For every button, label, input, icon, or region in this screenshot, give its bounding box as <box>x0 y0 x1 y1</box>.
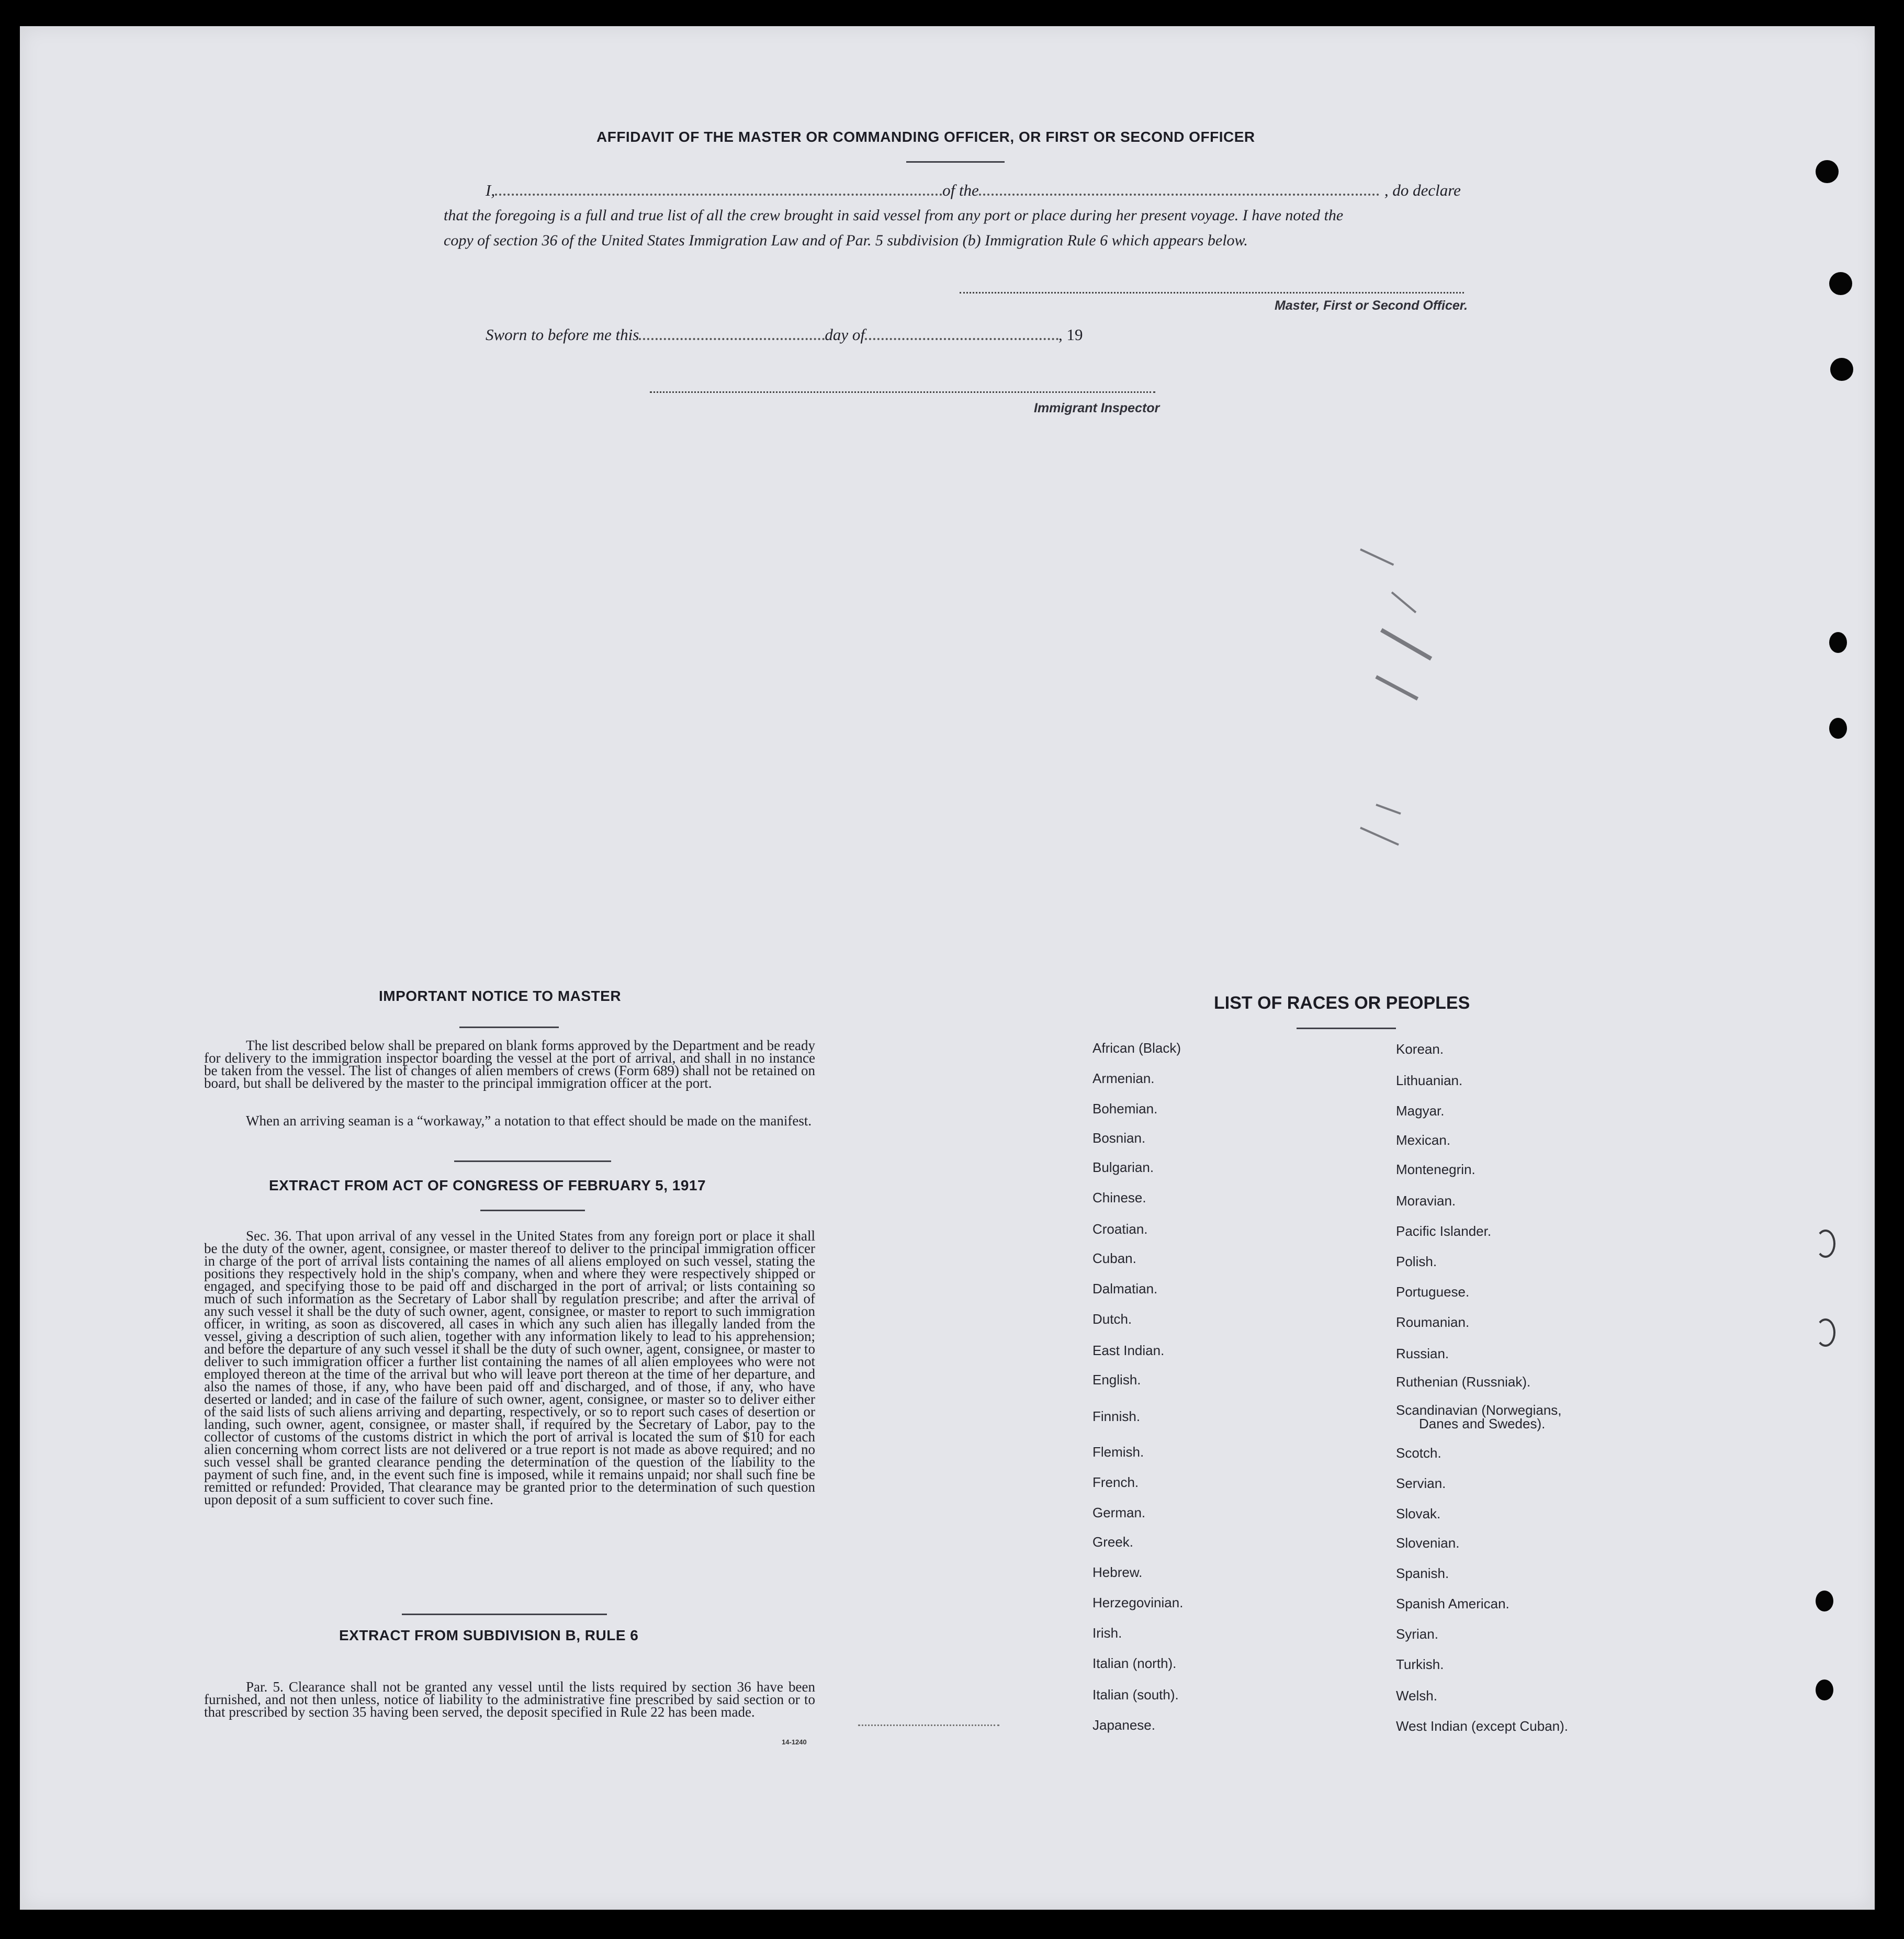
race-item: Croatian. <box>1092 1221 1148 1237</box>
race-item-continuation: Danes and Swedes). <box>1419 1416 1546 1431</box>
race-item: Scotch. <box>1396 1445 1441 1461</box>
inspector-signature-line[interactable] <box>650 391 1155 393</box>
sworn-label: Sworn to before me this <box>486 325 639 344</box>
dotted-leader <box>858 1724 999 1726</box>
race-item: Italian (south). <box>1092 1687 1179 1703</box>
race-item: Chinese. <box>1092 1190 1146 1205</box>
race-item: Spanish. <box>1396 1565 1449 1581</box>
binder-hole-9 <box>1816 1679 1833 1700</box>
race-item: Italian (north). <box>1092 1655 1177 1671</box>
race-item: Greek. <box>1092 1534 1134 1550</box>
affidavit-i-label: I, <box>486 181 495 199</box>
master-signature-line[interactable] <box>960 292 1464 294</box>
race-item: Russian. <box>1396 1346 1449 1361</box>
race-item: Ruthenian (Russniak). <box>1396 1374 1531 1390</box>
inspector-caption: Immigrant Inspector <box>1034 401 1160 415</box>
extract2-top-rule <box>402 1614 607 1615</box>
sworn-day-field[interactable] <box>639 338 825 340</box>
extract1-top-rule <box>454 1160 611 1162</box>
sworn-year-label: , 19 <box>1058 325 1083 344</box>
race-item: African (Black) <box>1092 1040 1181 1056</box>
vessel-name-field[interactable] <box>979 194 1379 196</box>
race-item: East Indian. <box>1092 1343 1165 1358</box>
affidavit-title: AFFIDAVIT OF THE MASTER OR COMMANDING OFFICER, OR FIRST OR SECOND OFFICER <box>596 129 1255 145</box>
race-item: Scandinavian (Norwegians, <box>1396 1402 1562 1418</box>
binder-hole-4 <box>1829 632 1847 653</box>
race-item: Armenian. <box>1092 1070 1155 1086</box>
race-item: Lithuanian. <box>1396 1073 1463 1088</box>
race-item: Dalmatian. <box>1092 1281 1158 1297</box>
binder-hole-1 <box>1816 160 1839 183</box>
affidavit-line-3: copy of section 36 of the United States Immigration Law and of Par. 5 subdivision (b) Immigration Rule 6 which appears below. <box>444 232 1248 249</box>
affidavit-title-rule <box>906 161 1005 163</box>
race-item: Flemish. <box>1092 1444 1144 1460</box>
race-item: Bohemian. <box>1092 1101 1158 1117</box>
notice-paragraph-2: When an arriving seaman is a “workaway,” a notation to that effect should be made on the manifest. <box>246 1113 812 1129</box>
extract1-title: EXTRACT FROM ACT OF CONGRESS OF FEBRUARY 5, 1917 <box>269 1177 706 1193</box>
affidavit-declare-label: , do declare <box>1384 181 1461 199</box>
extract2-title: EXTRACT FROM SUBDIVISION B, RULE 6 <box>339 1627 639 1643</box>
document-page <box>20 26 1875 1910</box>
race-item: Montenegrin. <box>1396 1162 1475 1177</box>
race-item: Japanese. <box>1092 1717 1155 1733</box>
master-signature-caption: Master, First or Second Officer. <box>1275 298 1468 313</box>
race-item: French. <box>1092 1474 1139 1490</box>
notice-paragraph-1: The list described below shall be prepared on blank forms approved by the Department and be ready for delivery to the immigration inspector boarding the vessel at the port of arrival, and shall in no instance be taken from the vessel. The list of changes of alien members of crews (Form 689) shall not be retained on board, but shall be delivered by the master to the principal immigration officer at the port. <box>204 1038 815 1091</box>
binder-hole-3 <box>1830 358 1853 381</box>
sworn-day-of-label: day of <box>825 325 865 344</box>
race-item: Slovak. <box>1396 1506 1441 1521</box>
race-item: Moravian. <box>1396 1193 1456 1209</box>
sworn-line <box>486 322 1166 347</box>
form-number: 14-1240 <box>782 1738 807 1746</box>
race-item: English. <box>1092 1372 1141 1388</box>
race-item: Servian. <box>1396 1475 1446 1491</box>
race-item: Welsh. <box>1396 1688 1437 1704</box>
binder-hole-2 <box>1829 272 1852 295</box>
race-item: Korean. <box>1396 1041 1444 1057</box>
race-item: Syrian. <box>1396 1626 1438 1642</box>
race-item: Irish. <box>1092 1625 1122 1641</box>
race-item: Bosnian. <box>1092 1130 1146 1146</box>
race-item: Dutch. <box>1092 1311 1132 1327</box>
extract2-body: Par. 5. Clearance shall not be granted any vessel until the lists required by section 36 have been furnished, and not then unless, notice of liability to the administrative fine prescribed by said section or to that prescribed by section 35 having been served, the deposit specified in Rule 22 has been made. <box>204 1679 815 1720</box>
race-item: Pacific Islander. <box>1396 1223 1492 1239</box>
affidavit-line-1 <box>486 178 1464 203</box>
race-item: Polish. <box>1396 1254 1437 1269</box>
race-item: Finnish. <box>1092 1408 1141 1424</box>
master-name-field[interactable] <box>495 194 942 196</box>
binder-hole-5 <box>1829 718 1847 739</box>
notice-title-rule <box>459 1027 559 1028</box>
affidavit-of-label: of the <box>942 181 979 199</box>
extract1-body: Sec. 36. That upon arrival of any vessel in the United States from any foreign port or place it shall be the duty of the owner, agent, consignee, or master thereof to deliver to the principal immigration officer in charge of the port of arrival lists containing the names of all aliens employed on such vessel, stating the positions they respectively hold in the ship's company, when and where they were respectively shipped or engaged, and specifying those to be paid off and discharged in the port of arrival; or lists containing so much of such information as the Secretary of Labor shall by regulation prescribe; and after the arrival of any such vessel it shall be the duty of such owner, agent, consignee, or master to report to such immigration officer, in writing, as soon as discovered, all cases in which any such alien has illegally landed from the vessel, giving a description of such alien, together with any information likely to lead to his apprehension; and before the departure of any such vessel it shall be the duty of such owner, agent, consignee, or master to deliver to such immigration officer a further list containing the names of all alien employees who were not employed thereon at the time of the arrival but who will leave port thereon at the time of her departure, and also the names of those, if any, who have been paid off and discharged, and of those, if any, who have deserted or landed; and in case of the failure of such owner, agent, consignee, or master so to deliver either of the said lists of such aliens arriving and departing, respectively, or so to report such cases of desertion or landing, such owner, agent, consignee, or master shall, if required by the Secretary of Labor, pay to the collector of customs of the customs district in which the port of arrival is located the sum of $10 for each alien concerning whom correct lists are not delivered or a true report is not made as above required; and no such vessel shall be granted clearance pending the determination of the question of the liability to the payment of such fine, and, in the event such fine is imposed, while it remains unpaid; nor shall such fine be remitted or refunded: Provided, That clearance may be granted prior to the determination of such question upon deposit of a sum sufficient to cover such fine. <box>204 1228 815 1507</box>
affidavit-line-2: that the foregoing is a full and true list of all the crew brought in said vessel from any port or place during her present voyage. I have noted the <box>444 207 1344 224</box>
races-title-rule <box>1297 1028 1396 1029</box>
races-title: LIST OF RACES OR PEOPLES <box>1214 993 1470 1013</box>
binder-hole-6 <box>1816 1230 1835 1258</box>
race-item: Turkish. <box>1396 1656 1444 1672</box>
race-item: Bulgarian. <box>1092 1159 1154 1175</box>
race-item: Spanish American. <box>1396 1596 1509 1611</box>
sworn-month-field[interactable] <box>865 338 1058 340</box>
race-item: Cuban. <box>1092 1250 1136 1266</box>
race-item: Magyar. <box>1396 1103 1445 1119</box>
binder-hole-8 <box>1816 1591 1833 1611</box>
race-item: German. <box>1092 1505 1146 1520</box>
race-item: Mexican. <box>1396 1132 1451 1148</box>
race-item: Roumanian. <box>1396 1314 1470 1330</box>
extract1-title-rule <box>480 1210 585 1211</box>
race-item: Herzegovinian. <box>1092 1595 1184 1610</box>
race-item: Hebrew. <box>1092 1564 1143 1580</box>
race-item: Slovenian. <box>1396 1535 1460 1551</box>
race-item: Portuguese. <box>1396 1284 1470 1300</box>
notice-title: IMPORTANT NOTICE TO MASTER <box>379 988 622 1004</box>
binder-hole-7 <box>1816 1318 1835 1347</box>
race-item: West Indian (except Cuban). <box>1396 1718 1569 1734</box>
